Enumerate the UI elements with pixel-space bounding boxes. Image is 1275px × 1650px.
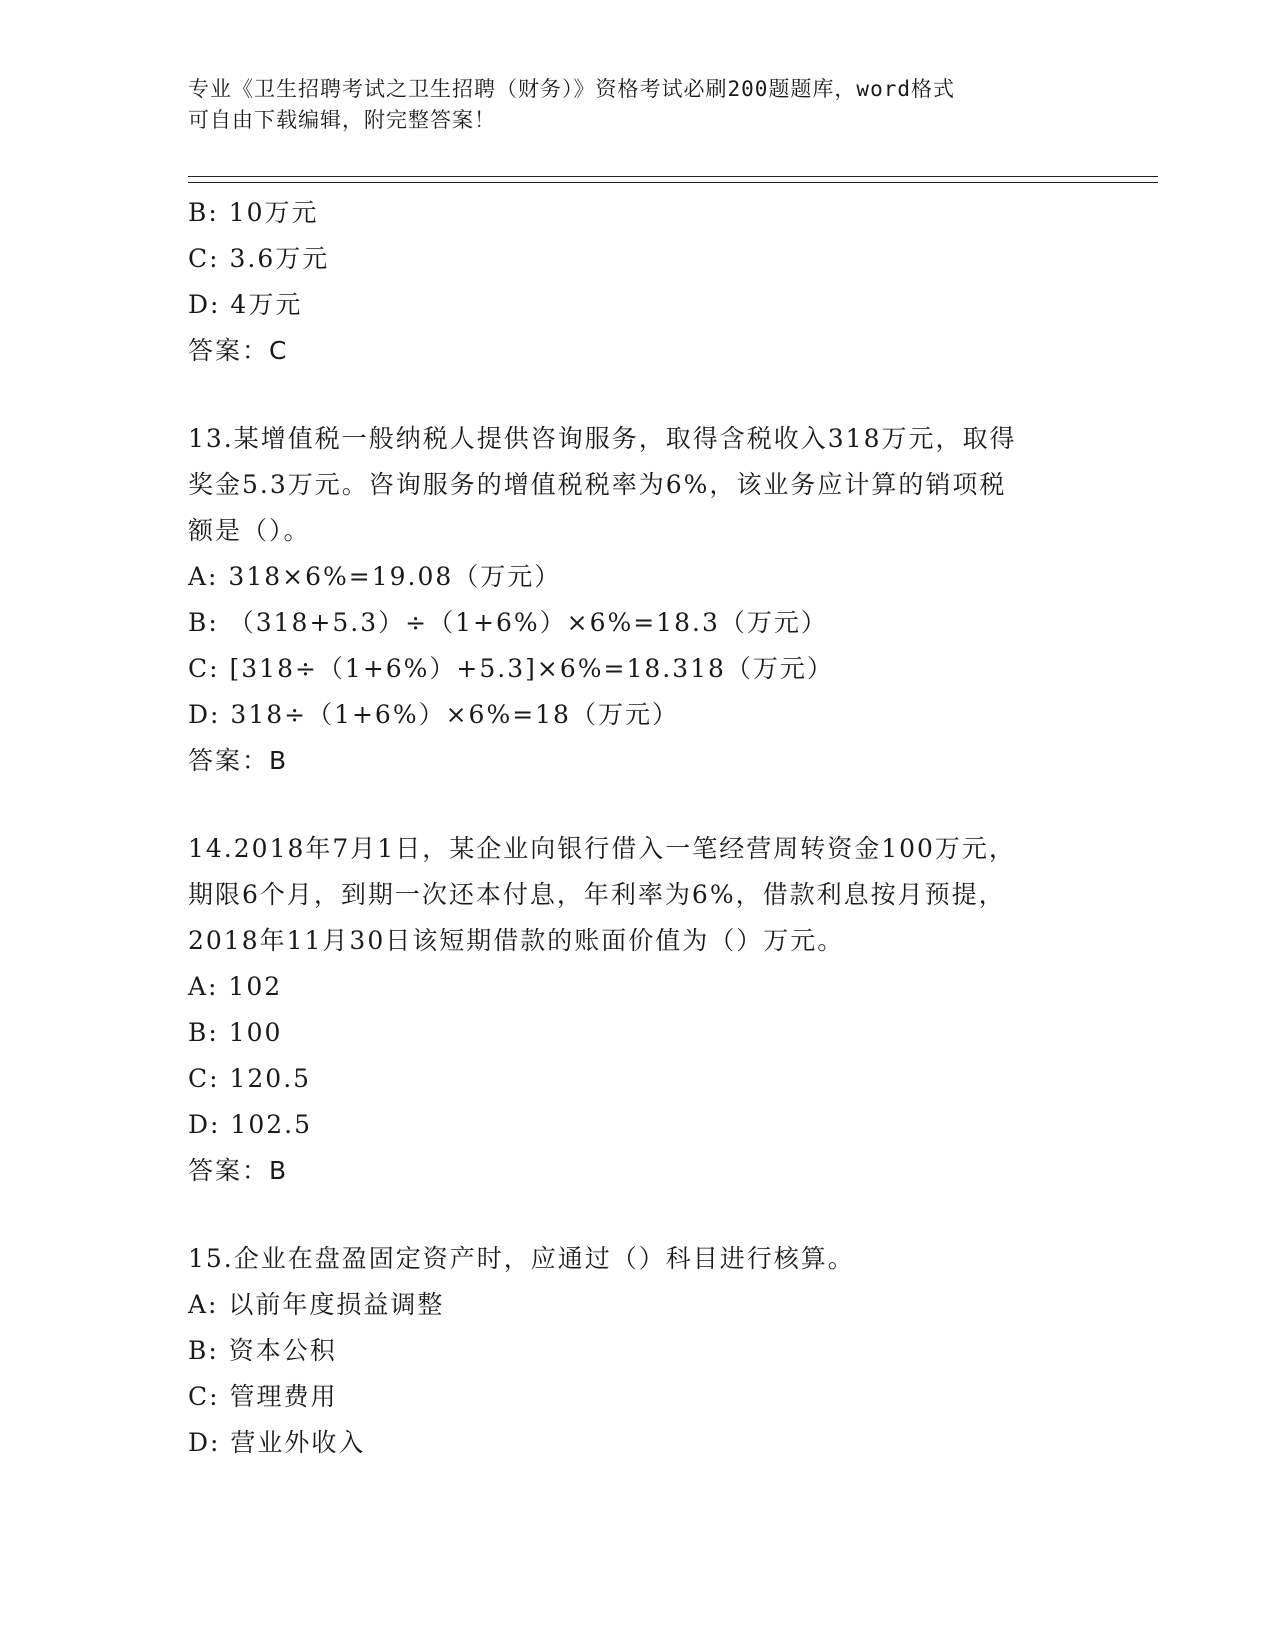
option-a: A: 以前年度损益调整 xyxy=(188,1290,445,1319)
document-body xyxy=(188,190,1088,1466)
option-d: D: 营业外收入 xyxy=(188,1428,366,1457)
question-stem-line: 期限6个月，到期一次还本付息，年利率为6%，借款利息按月预提， xyxy=(188,880,1006,909)
question-stem-line: 奖金5.3万元。咨询服务的增值税税率为6%，该业务应计算的销项税 xyxy=(188,470,1007,499)
header-line-2: 可自由下载编辑，附完整答案！ xyxy=(188,108,496,132)
header-line-1: 专业《卫生招聘考试之卫生招聘（财务）》资格考试必刷200题题库，word格式 xyxy=(188,77,955,101)
question-stem-line: 额是（）。 xyxy=(188,516,311,545)
question-stem-line: 14.2018年7月1日，某企业向银行借入一笔经营周转资金100万元， xyxy=(188,834,1016,863)
question-12-tail xyxy=(188,190,1088,374)
option-c: C: 120.5 xyxy=(188,1064,312,1093)
option-c: C: 3.6万元 xyxy=(188,244,330,273)
question-15 xyxy=(188,1236,1088,1466)
option-a: A: 318×6%=19.08（万元） xyxy=(188,562,562,591)
question-14 xyxy=(188,826,1088,1194)
option-b: B: （318+5.3）÷（1+6%）×6%=18.3（万元） xyxy=(188,608,828,637)
question-stem-line: 13.某增值税一般纳税人提供咨询服务，取得含税收入318万元，取得 xyxy=(188,424,1017,453)
question-stem-line: 15.企业在盘盈固定资产时，应通过（）科目进行核算。 xyxy=(188,1244,855,1273)
header-divider-top xyxy=(188,176,1158,177)
option-d: D: 4万元 xyxy=(188,290,303,319)
answer: 答案：B xyxy=(188,1156,289,1185)
question-13 xyxy=(188,416,1088,784)
header-divider-bottom xyxy=(188,182,1158,183)
option-b: B: 10万元 xyxy=(188,198,319,227)
option-b: B: 100 xyxy=(188,1018,283,1047)
document-header xyxy=(188,74,1088,136)
option-c: C: [318÷（1+6%）+5.3]×6%=18.318（万元） xyxy=(188,654,834,683)
option-d: D: 318÷（1+6%）×6%=18（万元） xyxy=(188,700,679,729)
option-d: D: 102.5 xyxy=(188,1110,312,1139)
option-c: C: 管理费用 xyxy=(188,1382,338,1411)
option-b: B: 资本公积 xyxy=(188,1336,337,1365)
question-stem-line: 2018年11月30日该短期借款的账面价值为（）万元。 xyxy=(188,926,845,955)
answer: 答案：C xyxy=(188,336,289,365)
option-a: A: 102 xyxy=(188,972,283,1001)
answer: 答案：B xyxy=(188,746,289,775)
